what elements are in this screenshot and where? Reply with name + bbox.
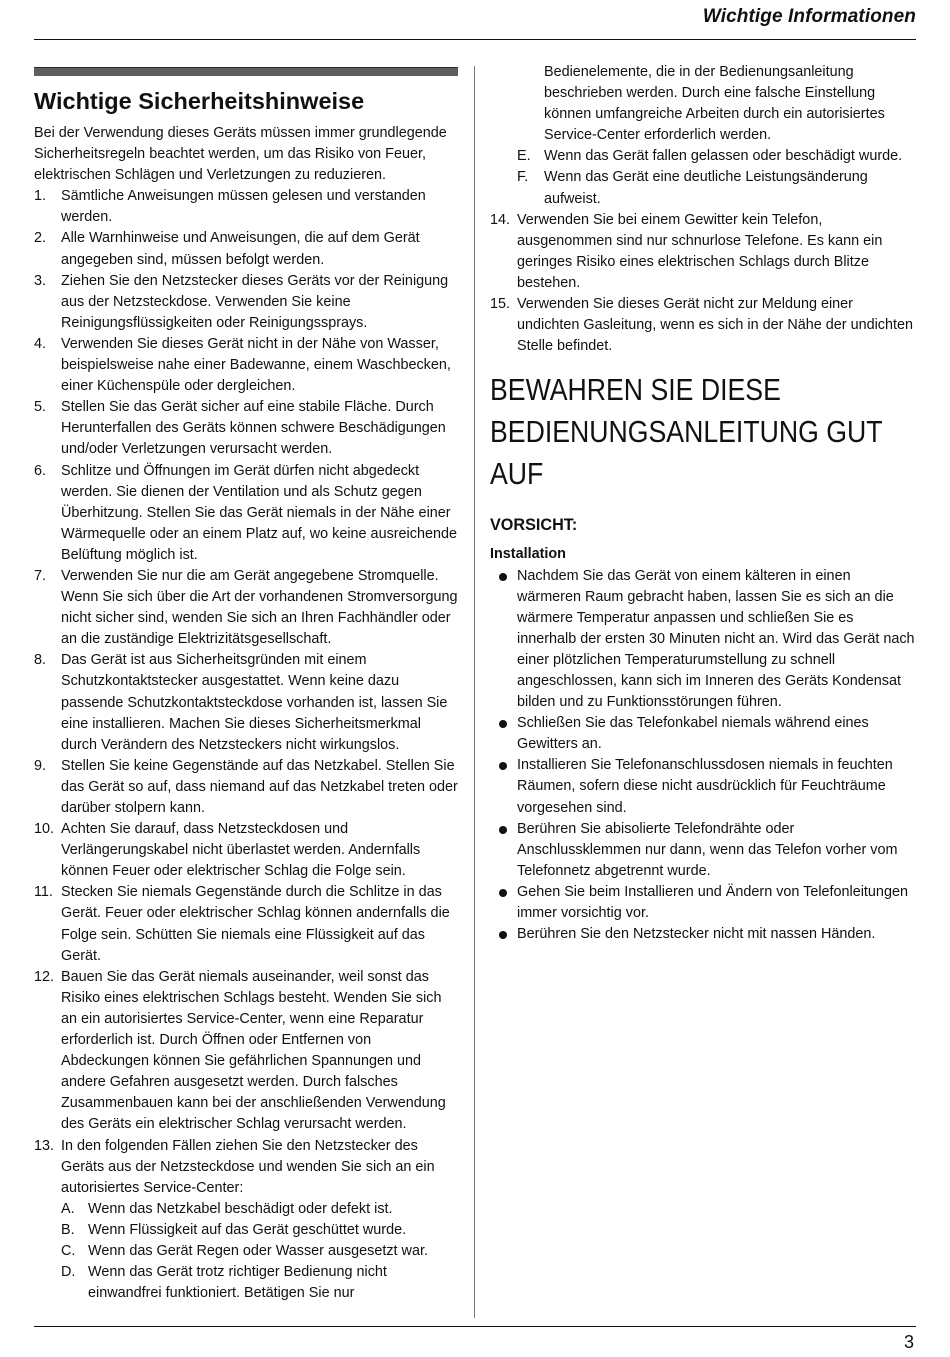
section-title: Wichtige Sicherheitshinweise: [34, 88, 365, 114]
sub-list-item: [490, 146, 916, 167]
header-rule: [34, 39, 916, 40]
item-text: Sämtliche Anweisungen müssen gelesen und verstanden werden.: [61, 188, 426, 226]
item-text: Stecken Sie niemals Gegenstände durch die Schlitze in das Gerät. Feuer oder elektrischer Schlag können andernfalls die Folge sein. Schütten Sie niemals eine Flüssigkeit auf das Gerät.: [61, 884, 450, 964]
bullet-item: [490, 819, 916, 882]
item-text: Bauen Sie das Gerät niemals auseinander, weil sonst das Risiko eines elektrischen Schlags besteht. Wenden Sie sich an ein autorisiertes Service-Center, wenn eine Reparatur erforderlich ist. Durch Öffnen oder Entfernen von Abdeckungen können Sie gefährlichen Spannungen und andere Gefahren ausgesetzt werden. Durch falsches Zusammenbauen kann bei der anschließenden Verwendung des Geräts ein elektrischer Schlag verursacht werden.: [61, 968, 446, 1133]
list-item: [34, 186, 458, 228]
bullet-text: Installieren Sie Telefonanschlussdosen niemals in feuchten Räumen, sofern diese nicht ausdrücklich für Feuchträume vorgesehen sind.: [517, 757, 893, 816]
item-number: 13.: [34, 1137, 55, 1154]
bullet-text: Berühren Sie den Netzstecker nicht mit nassen Händen.: [517, 926, 876, 943]
bullet-item: [490, 755, 916, 818]
sub-item-text: Wenn das Gerät eine deutliche Leistungsänderung aufweist.: [544, 169, 868, 207]
sub-item-text: Wenn das Netzkabel beschädigt oder defekt ist.: [88, 1200, 393, 1217]
item-number: 2.: [34, 230, 47, 247]
installation-heading: Installation: [490, 546, 566, 563]
list-item: [34, 271, 458, 334]
item-number: 6.: [34, 462, 47, 479]
item-number: 12.: [34, 968, 55, 985]
list-item: [34, 228, 458, 270]
item-text: Alle Warnhinweise und Anweisungen, die auf dem Gerät angegeben sind, müssen befolgt werden.: [61, 230, 420, 268]
intro-paragraph: Bei der Verwendung dieses Geräts müssen immer grundlegende Sicherheitsregeln beachtet werden, um das Risiko von Feuer, elektrischen Schlägen und Verletzungen zu reduzieren.: [34, 125, 447, 184]
sub-item-letter: E.: [517, 148, 531, 165]
bullet-text: Nachdem Sie das Gerät von einem kälteren in einen wärmeren Raum gebracht haben, lassen Sie es sich an die wärmere Temperatur anpassen und schließen Sie es innerhalb der ersten 30 Minuten nicht an. Wird das Gerät nach einer plötzlichen Temperaturumstellung zu schnell angeschlossen, kann sich im Inneren des Geräts Kondensat bilden und zu Funktionsstörungen führen.: [517, 567, 915, 711]
list-item: [34, 397, 458, 460]
caution-heading: VORSICHT:: [490, 516, 578, 535]
item-text: Das Gerät ist aus Sicherheitsgründen mit einem Schutzkontaktstecker ausgestattet. Wenn keine dazu passende Schutzkontaktsteckdose vorhanden ist, lassen Sie eine installieren. Machen Sie dieses Sicherheitsmerkmal durch Verändern des Netzsteckers nicht wirkungslos.: [61, 652, 448, 753]
item-number: 10.: [34, 821, 55, 838]
item-text: Schlitze und Öffnungen im Gerät dürfen nicht abgedeckt werden. Sie dienen der Ventilation und als Schutz gegen Überhitzung. Stellen Sie das Gerät niemals in der Nähe einer Wärmequelle oder an einem Platz auf, wo keine ausreichende Belüftung möglich ist.: [61, 462, 457, 563]
bullet-text: Berühren Sie abisolierte Telefondrähte oder Anschlussklemmen nur dann, wenn das Telefon vorher vom Telefonnetz abgetrennt wurde.: [517, 820, 898, 879]
item-number: 3.: [34, 272, 47, 289]
item-text: Achten Sie darauf, dass Netzsteckdosen und Verlängerungskabel nicht überlastet werden. Andernfalls können Feuer oder elektrischer Schlag die Folge sein.: [61, 821, 421, 880]
bullet-icon: [499, 762, 507, 770]
item-number: 1.: [34, 188, 47, 205]
list-item: [490, 210, 916, 294]
list-item: [34, 967, 458, 1136]
item-text: Verwenden Sie dieses Gerät nicht zur Meldung einer undichten Gasleitung, wenn es sich in der Nähe der undichten Stelle befindet.: [517, 296, 913, 355]
installation-list: [490, 566, 916, 946]
list-item: [34, 566, 458, 650]
left-column: [34, 67, 458, 1304]
bullet-item: [490, 882, 916, 924]
sub-item-letter: C.: [61, 1242, 76, 1259]
list-item: [34, 461, 458, 566]
item-text: Verwenden Sie dieses Gerät nicht in der Nähe von Wasser, beispielsweise nahe einer Badewanne, einem Waschbecken, einer Küchenspüle oder dergleichen.: [61, 335, 451, 395]
sub-item-text: Wenn das Gerät fallen gelassen oder beschädigt wurde.: [544, 148, 903, 165]
item-text: Stellen Sie das Gerät sicher auf eine stabile Fläche. Durch Herunterfallen des Geräts können schwere Beschädigungen und/oder Verletzungen verursacht werden.: [61, 399, 446, 458]
item-number: 8.: [34, 652, 47, 669]
safety-list-continued: [490, 210, 916, 358]
sub-list-item: [61, 1199, 458, 1220]
sub-item-text: Wenn das Gerät Regen oder Wasser ausgesetzt war.: [88, 1242, 428, 1259]
sub-item-text: Wenn Flüssigkeit auf das Gerät geschüttet wurde.: [88, 1221, 407, 1238]
sub-item-letter: D.: [61, 1264, 76, 1281]
item-number: 5.: [34, 399, 47, 416]
bullet-icon: [499, 720, 507, 728]
item-text: In den folgenden Fällen ziehen Sie den Netzstecker des Geräts aus der Netzsteckdose und wenden Sie sich an ein autorisiertes Service-Center:: [61, 1137, 435, 1196]
sub-item-letter: F.: [517, 169, 529, 186]
sub-list-item: [490, 167, 916, 209]
sub-list-item: [61, 1241, 458, 1262]
bullet-icon: [499, 931, 507, 939]
continuation-text: Bedienelemente, die in der Bedienungsanleitung beschrieben werden. Durch eine falsche Einstellung können umfangreiche Arbeiten durch ein autorisiertes Service-Center erforderlich werden.: [544, 64, 885, 144]
list-item: [34, 1136, 458, 1305]
bullet-text: Schließen Sie das Telefonkabel niemals während eines Gewitters an.: [517, 715, 869, 753]
item-number: 7.: [34, 567, 47, 584]
sub-item-text: Wenn das Gerät trotz richtiger Bedienung nicht einwandfrei funktioniert. Betätigen Sie nur: [88, 1264, 387, 1302]
sub-list-item: [61, 1262, 458, 1304]
sub-item-letter: B.: [61, 1221, 75, 1238]
bullet-icon: [499, 573, 507, 581]
list-item: [34, 334, 458, 397]
list-item: [34, 819, 458, 882]
item-text: Verwenden Sie nur die am Gerät angegebene Stromquelle. Wenn Sie sich über die Art der vorhandenen Stromversorgung nicht sicher sind, wenden Sie sich an Ihren Fachhändler oder an die zuständige Elektrizitätsgesellschaft.: [61, 567, 458, 648]
bullet-icon: [499, 889, 507, 897]
safety-list: [34, 186, 458, 1304]
list-item: [34, 650, 458, 755]
item-number: 14.: [490, 211, 511, 228]
item-text: Ziehen Sie den Netzstecker dieses Geräts vor der Reinigung aus der Netzsteckdose. Verwenden Sie keine Reinigungsflüssigkeiten oder Reinigungssprays.: [61, 272, 449, 331]
item-number: 11.: [34, 884, 53, 901]
list-item: [490, 294, 916, 357]
item-number: 9.: [34, 757, 47, 774]
sub-item-letter: A.: [61, 1200, 75, 1217]
list-item: [34, 756, 458, 819]
page-number: 3: [903, 1332, 914, 1352]
sub-list-item: [61, 1220, 458, 1241]
section-bar: [34, 67, 458, 76]
right-column: [490, 62, 916, 945]
item-text: Stellen Sie keine Gegenstände auf das Netzkabel. Stellen Sie das Gerät so auf, dass niemand auf das Netzkabel treten oder darüber stolpern kann.: [61, 757, 458, 816]
item-text: Verwenden Sie bei einem Gewitter kein Telefon, ausgenommen sind nur schnurlose Telefone. Es kann ein geringes Risiko eines elektrischen Schlags durch Blitze bestehen.: [517, 211, 883, 291]
footer-rule: [34, 1326, 916, 1327]
column-divider: [474, 66, 475, 1318]
bullet-text: Gehen Sie beim Installieren und Ändern von Telefonleitungen immer vorsichtig vor.: [517, 883, 908, 921]
header-title: Wichtige Informationen: [702, 6, 916, 27]
list-item: [34, 882, 458, 966]
sub-list-continued: [490, 146, 916, 209]
bullet-icon: [499, 826, 507, 834]
bullet-item: [490, 566, 916, 714]
bullet-item: [490, 924, 916, 945]
keep-manual-notice: BEWAHREN SIE DIESE BEDIENUNGSANLEITUNG GUT AUF: [490, 372, 883, 492]
sub-list: [61, 1199, 458, 1304]
item-number: 15.: [490, 296, 511, 313]
item-number: 4.: [34, 335, 47, 352]
bullet-item: [490, 713, 916, 755]
